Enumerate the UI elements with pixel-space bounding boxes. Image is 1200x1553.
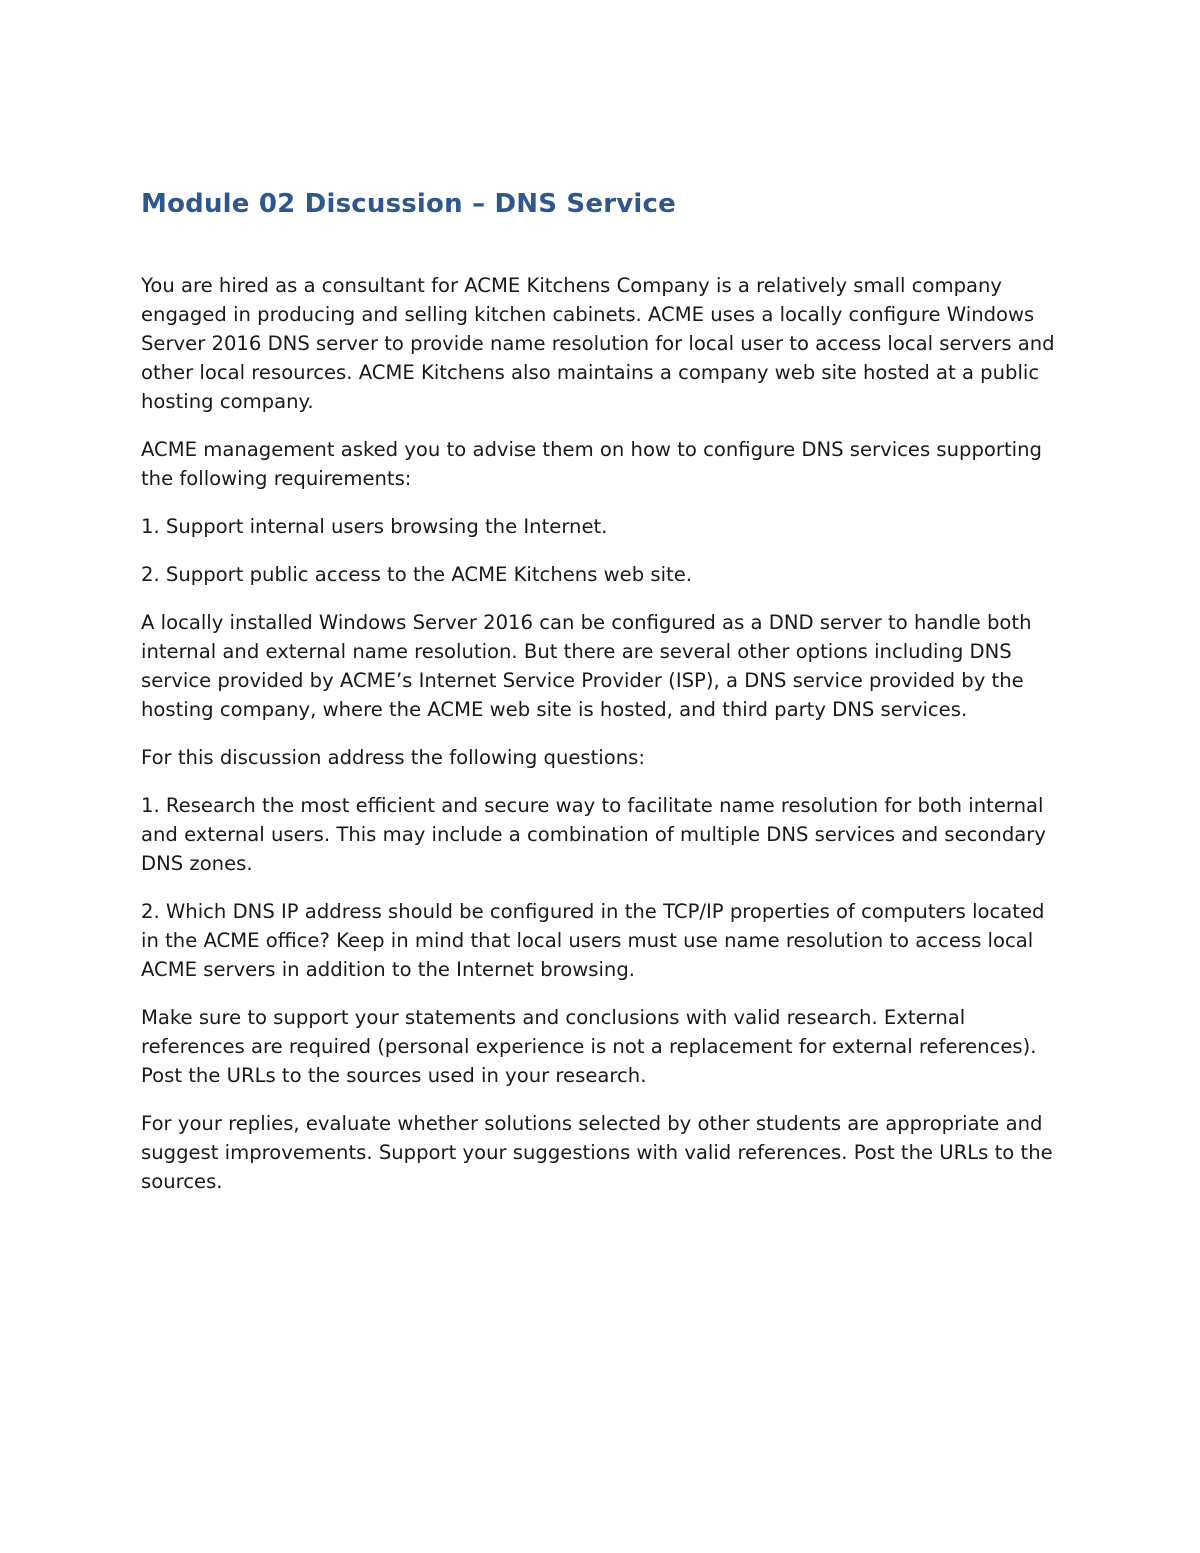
paragraph-questions-intro: For this discussion address the following questions:: [141, 746, 645, 769]
requirement-item-1: 1. Support internal users browsing the Internet.: [141, 515, 608, 538]
paragraph-options: A locally installed Windows Server 2016 can be configured as a DND server to handle both internal and external name resolution. But there are several other options including DNS service provided by ACME’s Internet Service Provider (ISP), a DNS service provided by the hosting company, where the ACME web site is hosted, and third party DNS services.: [141, 611, 1032, 721]
paragraph-research-note: Make sure to support your statements and conclusions with valid research. External references are required (personal experience is not a replacement for external references). Post the URLs to the sources used in your research.: [141, 1006, 1037, 1087]
question-item-1: 1. Research the most efficient and secure way to facilitate name resolution for both internal and external users. This may include a combination of multiple DNS services and secondary DNS zones.: [141, 794, 1046, 875]
paragraph-requirements-intro: ACME management asked you to advise them on how to configure DNS services supporting the following requirements:: [141, 438, 1042, 490]
document-content: [141, 186, 1066, 1196]
document-title: Module 02 Discussion – DNS Service: [141, 189, 676, 219]
paragraph-intro: You are hired as a consultant for ACME Kitchens Company is a relatively small company engaged in producing and selling kitchen cabinets. ACME uses a locally configure Windows Server 2016 DNS server to provide name resolution for local user to access local servers and other local resources. ACME Kitchens also maintains a company web site hosted at a public hosting company.: [141, 274, 1055, 413]
paragraph-replies-note: For your replies, evaluate whether solutions selected by other students are appropriate and suggest improvements. Support your suggestions with valid references. Post the URLs to the sources.: [141, 1112, 1053, 1193]
document-body: [141, 271, 1066, 1196]
question-item-2: 2. Which DNS IP address should be configured in the TCP/IP properties of computers located in the ACME office? Keep in mind that local users must use name resolution to access local ACME servers in addition to the Internet browsing.: [141, 900, 1045, 981]
requirement-item-2: 2. Support public access to the ACME Kitchens web site.: [141, 563, 693, 586]
